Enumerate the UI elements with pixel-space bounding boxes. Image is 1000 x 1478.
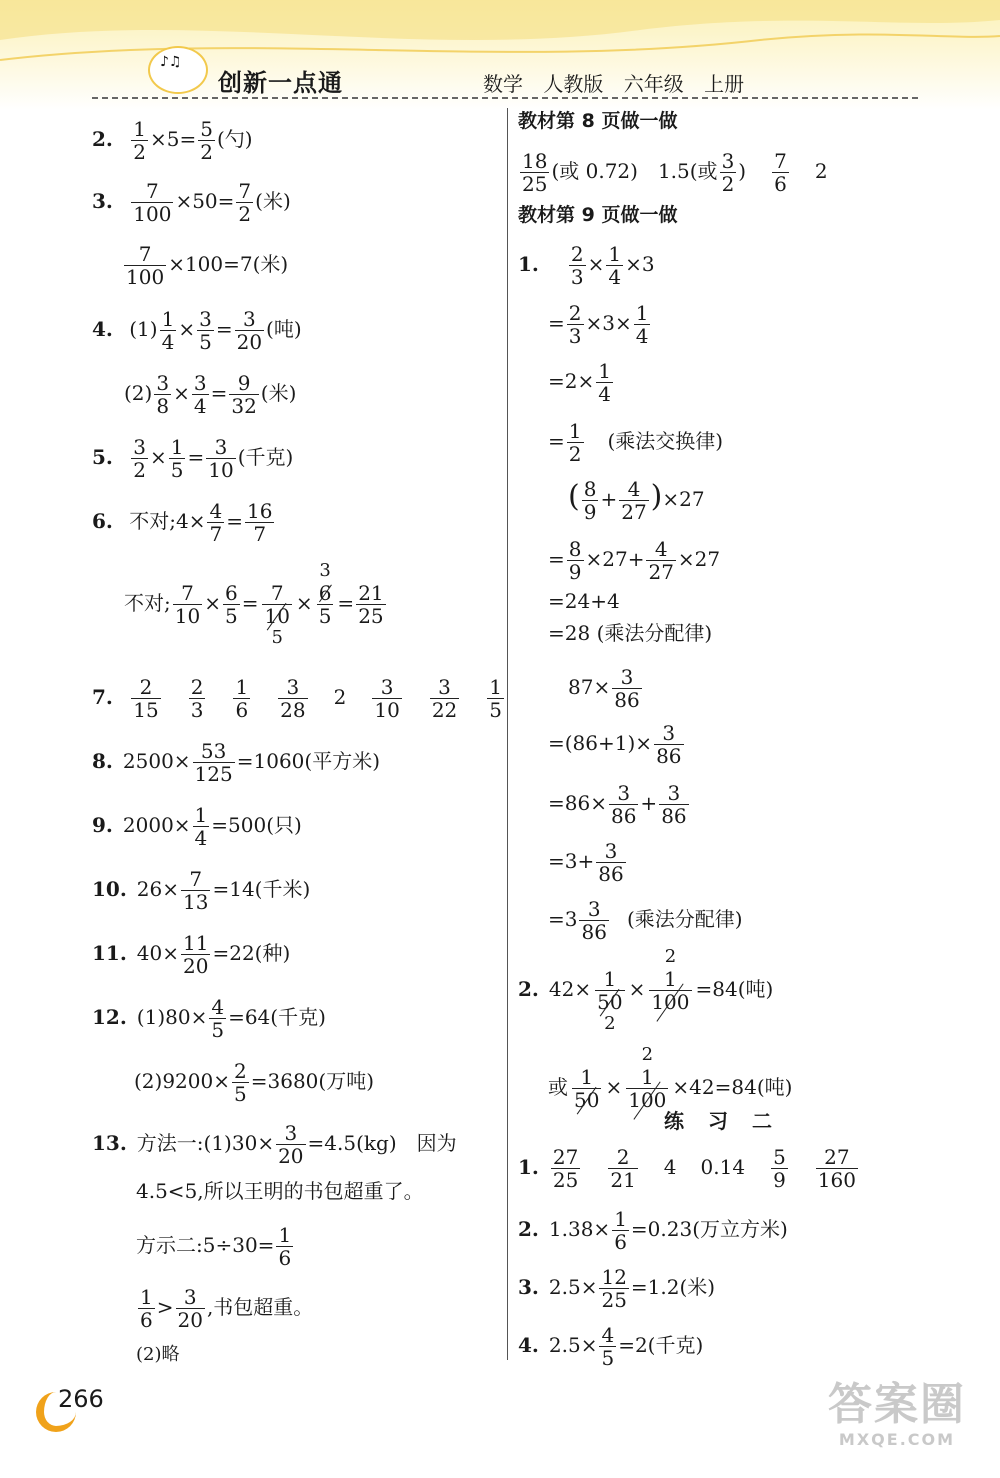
- answer-ex2-1: 1. $\frac{27}{25}$ $\frac{2}{21}$ 4 0.14 $\frac{5}{9}$ $\frac{27}{160}$: [518, 1145, 856, 1192]
- answer-q13-l2: 4.5<5,所以王明的书包超重了。: [136, 1179, 424, 1203]
- answer-q4-a: 4. (1) $\frac{1}{4}$ × $\frac{3}{5}$ = $\frac{3}{20}$ (吨): [92, 307, 302, 354]
- answer-ex2-2: 2. 1.38× $\frac{1}{6}$ =0.23(万立方米): [518, 1207, 788, 1254]
- answer-p9-1-l10: =(86+1)× $\frac{3}{86}$: [548, 721, 682, 768]
- answer-p9-1-l11: =86× $\frac{3}{86}$ + $\frac{3}{86}$: [548, 781, 687, 828]
- answer-q8: 8. 2500× $\frac{53}{125}$ =1060(平方米): [92, 739, 380, 786]
- answer-q4-b: (2) $\frac{3}{8}$ × $\frac{3}{4}$ = $\frac{9}{32}$ (米): [124, 371, 297, 418]
- section-heading-p9: 教材第 9 页做一做: [518, 204, 678, 226]
- answer-q3: 3. $\frac{7}{100}$ ×50= $\frac{7}{2}$ (米): [92, 179, 291, 226]
- answer-q6-a: 6. 不对;4× $\frac{4}{7}$ = $\frac{16}{7}$: [92, 499, 273, 546]
- answer-q6-b: 不对; $\frac{7}{10}$ × $\frac{6}{5}$ = $\frac{7}{10}$ 5 × 3 $\frac{6}{5}$ = $\frac{21}{25}$: [124, 560, 384, 648]
- answer-q12-b: (2)9200× $\frac{2}{5}$ =3680(万吨): [134, 1059, 374, 1106]
- answer-q12-a: 12. (1)80× $\frac{4}{5}$ =64(千克): [92, 995, 326, 1042]
- answer-p9-1-l9: 87× $\frac{3}{86}$: [568, 665, 640, 712]
- answer-p9-2: 2. 42× $\frac{1}{50}$ 2 × 2 $\frac{1}{100}$ =84(吨): [518, 946, 774, 1034]
- answer-q3-b: $\frac{7}{100}$ ×100=7(米): [126, 242, 289, 289]
- answer-p9-2-alt: 或 $\frac{1}{50}$ × 2 $\frac{1}{100}$ ×42=84(吨): [548, 1044, 793, 1112]
- answer-p9-1-l13: =3 $\frac{3}{86}$ (乘法分配律): [548, 897, 743, 944]
- watermark-url: MXQE.COM: [838, 1430, 956, 1449]
- answer-q2: 2. $\frac{1}{2}$ ×5= $\frac{5}{2}$ (勺): [92, 117, 253, 164]
- answer-q13-l4: $\frac{1}{6}$ > $\frac{3}{20}$ ,书包超重。: [140, 1285, 314, 1332]
- section-heading-p8: 教材第 8 页做一做: [518, 110, 678, 132]
- brand-title: 创新一点通: [218, 69, 343, 97]
- column-divider: [507, 108, 508, 1360]
- answer-q10: 10. 26× $\frac{7}{13}$ =14(千米): [92, 867, 311, 914]
- subject-info: 数学 人教版 六年级 上册: [483, 72, 745, 96]
- answer-ex2-3: 3. 2.5× $\frac{12}{25}$ =1.2(米): [518, 1265, 716, 1312]
- answer-p9-1-l6: = $\frac{8}{9}$ ×27+ $\frac{4}{27}$ ×27: [548, 537, 721, 584]
- answer-q5: 5. $\frac{3}{2}$ × $\frac{1}{5}$ = $\frac{3}{10}$ (千克): [92, 435, 294, 482]
- answer-p9-1-l8: =28 (乘法分配律): [548, 621, 713, 645]
- answer-q13-l3: 方示二:5÷30= $\frac{1}{6}$: [136, 1223, 292, 1270]
- answer-ex2-4: 4. 2.5× $\frac{4}{5}$ =2(千克): [518, 1323, 704, 1370]
- answer-p9-1-l5: ( $\frac{8}{9}$ + $\frac{4}{27}$ )×27: [568, 477, 705, 524]
- answer-p9-1-l2: = $\frac{2}{3}$ ×3× $\frac{1}{4}$: [548, 301, 649, 348]
- answer-p9-1-l1: 1. $\frac{2}{3}$ × $\frac{1}{4}$ ×3: [518, 242, 655, 289]
- answer-p9-1-l3: =2× $\frac{1}{4}$: [548, 359, 611, 406]
- answer-q9: 9. 2000× $\frac{1}{4}$ =500(只): [92, 803, 302, 850]
- watermark: [812, 1380, 982, 1460]
- answer-p9-1-l12: =3+ $\frac{3}{86}$: [548, 839, 624, 886]
- answer-q13-l1: 13. 方法一:(1)30× $\frac{3}{20}$ =4.5(kg) 因为: [92, 1121, 457, 1168]
- header-divider: [92, 97, 918, 99]
- answer-p8: $\frac{18}{25}$ (或 0.72) 1.5(或 $\frac{3}{2}$ ) $\frac{7}{6}$ 2: [522, 149, 828, 196]
- answer-q13-l5: (2)略: [136, 1344, 180, 1365]
- answer-p9-1-l7: =24+4: [548, 589, 620, 613]
- answer-q11: 11. 40× $\frac{11}{20}$ =22(种): [92, 931, 291, 978]
- answer-q7: 7. $\frac{2}{15}$ $\frac{2}{3}$ $\frac{1}{6}$ $\frac{3}{28}$ 2 $\frac{3}{10}$ $\frac{3}{22}$ $\frac{1}{5}$: [92, 675, 502, 722]
- page-number: 266: [58, 1385, 104, 1413]
- watermark-logo-text: 答案圈: [828, 1379, 966, 1430]
- fraction: $\frac{1}{2}$: [133, 117, 146, 164]
- section-heading-exercise2: 练习二: [664, 1109, 796, 1133]
- answer-p9-1-l4: = $\frac{1}{2}$ (乘法交换律): [548, 419, 724, 466]
- logo-icon: ♪♫: [148, 46, 208, 94]
